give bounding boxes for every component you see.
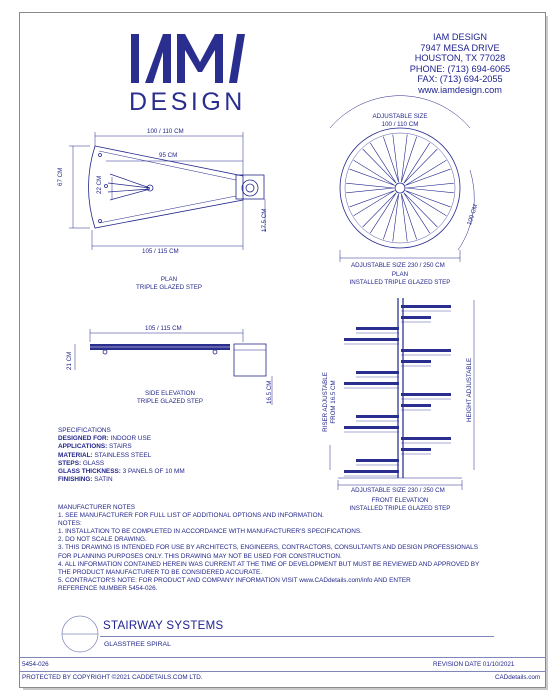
spec-value: INDOOR USE [110, 435, 152, 443]
company-info [385, 32, 535, 96]
plan-installed-dim-top [360, 113, 440, 129]
plan-step-dim-inner: 95 CM [159, 152, 178, 159]
side-elev-dim-right: 16.5 CM [266, 380, 273, 404]
reference-number: 5454-026 [22, 661, 49, 668]
spec-row [58, 435, 185, 443]
side-elev-dim-left: 21 CM [66, 351, 73, 370]
plan-step-caption [119, 276, 219, 292]
tread-spoke [349, 160, 394, 185]
notes-block [58, 504, 498, 593]
caddetails-link[interactable]: CADdetails.com [495, 674, 541, 681]
front-tread [401, 305, 451, 308]
side-elev-caption-line1: SIDE ELEVATION [145, 390, 195, 397]
plan-step-dim-mid: 22 CM [96, 175, 103, 194]
company-website[interactable]: www.iamdesign.com [418, 84, 502, 95]
plan-step-dim-hub: 17.5 CM [261, 208, 268, 232]
plan-installed-caption [340, 271, 460, 287]
company-logo [131, 34, 245, 83]
company-name: IAM DESIGN [432, 32, 488, 42]
notes-line: REFERENCE NUMBER 5454-026. [58, 584, 158, 592]
spec-row [58, 452, 185, 460]
plan-step-caption-line2: TRIPLE GLAZED STEP [135, 284, 203, 291]
spec-value: 3 PANELS OF 10 MM [122, 468, 185, 476]
front-tread [344, 470, 399, 473]
spec-value: STAINLESS STEEL [94, 451, 152, 459]
tread-spoke [349, 191, 394, 216]
company-city: HOUSTON, TX 77028 [414, 53, 506, 64]
tread-spoke [404, 193, 438, 233]
side-elev-caption [110, 390, 230, 406]
front-tread [401, 316, 431, 319]
specifications-block [58, 427, 185, 484]
front-tread [356, 415, 399, 418]
spec-label: APPLICATIONS: [58, 443, 108, 451]
spec-row [58, 476, 185, 484]
tread-spoke [405, 160, 450, 185]
company-phone: PHONE: (713) 694-6065 [409, 63, 511, 74]
notes-line: 4. ALL INFORMATION CONTAINED HEREIN WAS CURRENT AT THE TIME OF DEVELOPMENT BUT MUST BE REVIEWED AND APPROVED BY [58, 560, 480, 568]
front-tread [344, 426, 399, 429]
company-fax: FAX: (713) 694-2055 [417, 74, 503, 85]
spec-label: DESIGNED FOR: [58, 435, 109, 443]
plan-installed-caption-line2: INSTALLED TRIPLE GLAZED STEP [349, 279, 451, 286]
title-block-divider [19, 657, 545, 658]
front-tread [356, 327, 399, 330]
spec-row [58, 443, 185, 451]
front-elev-caption-line1: FRONT ELEVATION [371, 497, 429, 504]
plan-step-caption-line1: PLAN [160, 276, 178, 283]
notes-line: 1. SEE MANUFACTURER FOR FULL LIST OF ADDITIONAL OPTIONS AND INFORMATION. [58, 512, 324, 520]
spec-label: STEPS: [58, 459, 82, 467]
spec-label: GLASS THICKNESS: [58, 468, 121, 476]
front-elev-dim-riser [322, 368, 338, 436]
spec-label: MATERIAL: [58, 451, 93, 459]
plan-step-dim-bottom: 105 / 115 CM [142, 248, 179, 255]
tread-spoke [363, 193, 397, 233]
spec-label: FINISHING: [58, 476, 93, 484]
notes-line: 2. DO NOT SCALE DRAWING. [58, 536, 147, 544]
front-tread [344, 338, 399, 341]
notes-line: 1. INSTALLATION TO BE COMPLETED IN ACCORDANCE WITH MANUFACTURER'S SPECIFICATIONS. [58, 528, 362, 536]
spec-value: SATIN [94, 476, 113, 484]
front-elev-dim-riser-line2: FROM 16.5 CM [330, 380, 337, 424]
front-tread [344, 382, 399, 385]
front-elevation-view [330, 298, 474, 490]
front-tread [401, 404, 431, 407]
front-tread [356, 371, 399, 374]
side-elev-dim-top: 105 / 115 CM [145, 325, 182, 332]
front-tread [401, 448, 431, 451]
tread-spoke [363, 143, 397, 183]
spec-value: STAIRS [109, 443, 132, 451]
tread-spoke [404, 143, 438, 183]
title-block-graphics [62, 616, 98, 652]
company-street: 7947 MESA DRIVE [420, 42, 500, 53]
front-tread [401, 437, 451, 440]
plan-installed-caption-line1: PLAN [391, 271, 409, 278]
tread-spoke [346, 183, 394, 193]
front-elev-dim-bottom: ADJUSTABLE SIZE 230 / 250 CM [351, 487, 445, 494]
front-tread [401, 393, 451, 396]
spec-row [58, 468, 185, 476]
spec-value: GLASS [82, 459, 105, 467]
front-elev-dim-riser-line1: RISER ADJUSTABLE [322, 372, 329, 432]
notes-line: 5. CONTRACTOR'S NOTE: FOR PRODUCT AND COMPANY INFORMATION VISIT www.CADdetails.com/info AND ENTER [58, 576, 411, 584]
front-elev-caption-line2: INSTALLED TRIPLE GLAZED STEP [349, 505, 451, 512]
tread-spoke [405, 191, 450, 216]
front-elev-dim-height: HEIGHT ADJUSTABLE [466, 357, 473, 422]
plan-step-dim-top: 100 / 110 CM [147, 128, 184, 135]
spec-row [58, 460, 185, 468]
logo-wordmark: DESIGN [129, 88, 246, 116]
notes-line: NOTES: [58, 520, 82, 528]
front-tread [356, 459, 399, 462]
specifications-heading: SPECIFICATIONS [58, 427, 111, 434]
notes-line: MANUFACTURER NOTES [58, 504, 136, 511]
revision-date: REVISION DATE 01/10/2021 [433, 661, 515, 668]
notes-line: THE PRODUCT MANUFACTURER TO BE CONSIDERED ACCURATE. [58, 568, 263, 576]
front-tread [401, 360, 431, 363]
copyright-notice: PROTECTED BY COPYRIGHT ©2021 CADDETAILS.COM LTD. [22, 674, 203, 681]
tread-spoke [406, 183, 454, 193]
notes-line: 3. THIS DRAWING IS INTENDED FOR USE BY ARCHITECTS, ENGINEERS, CONTRACTORS, CONSULTANTS AND DESIGN PROFESSIONALS [58, 544, 478, 552]
notes-line: FOR PLANNING PURPOSES ONLY. THIS DRAWING MAY NOT BE USED FOR CONSTRUCTION. [58, 552, 342, 560]
drawing-title: STAIRWAY SYSTEMS [103, 620, 224, 632]
plan-tread-spokes [346, 134, 454, 241]
plan-step-dim-left: 67 CM [57, 167, 64, 186]
side-elev-caption-line2: TRIPLE GLAZED STEP [136, 398, 204, 405]
plan-installed-dim-bottom: ADJUSTABLE SIZE 230 / 250 CM [351, 262, 445, 269]
front-tread [401, 349, 451, 352]
drawing-subtitle: GLASSTREE SPIRAL [104, 641, 171, 648]
plan-installed-dim-top-line2: 100 / 110 CM [381, 121, 419, 128]
plan-installed-dim-right: 100 CM [466, 203, 480, 227]
plan-installed-dim-top-line1: ADJUSTABLE SIZE [372, 113, 428, 120]
title-rule [100, 636, 494, 637]
footer-divider [19, 671, 545, 672]
